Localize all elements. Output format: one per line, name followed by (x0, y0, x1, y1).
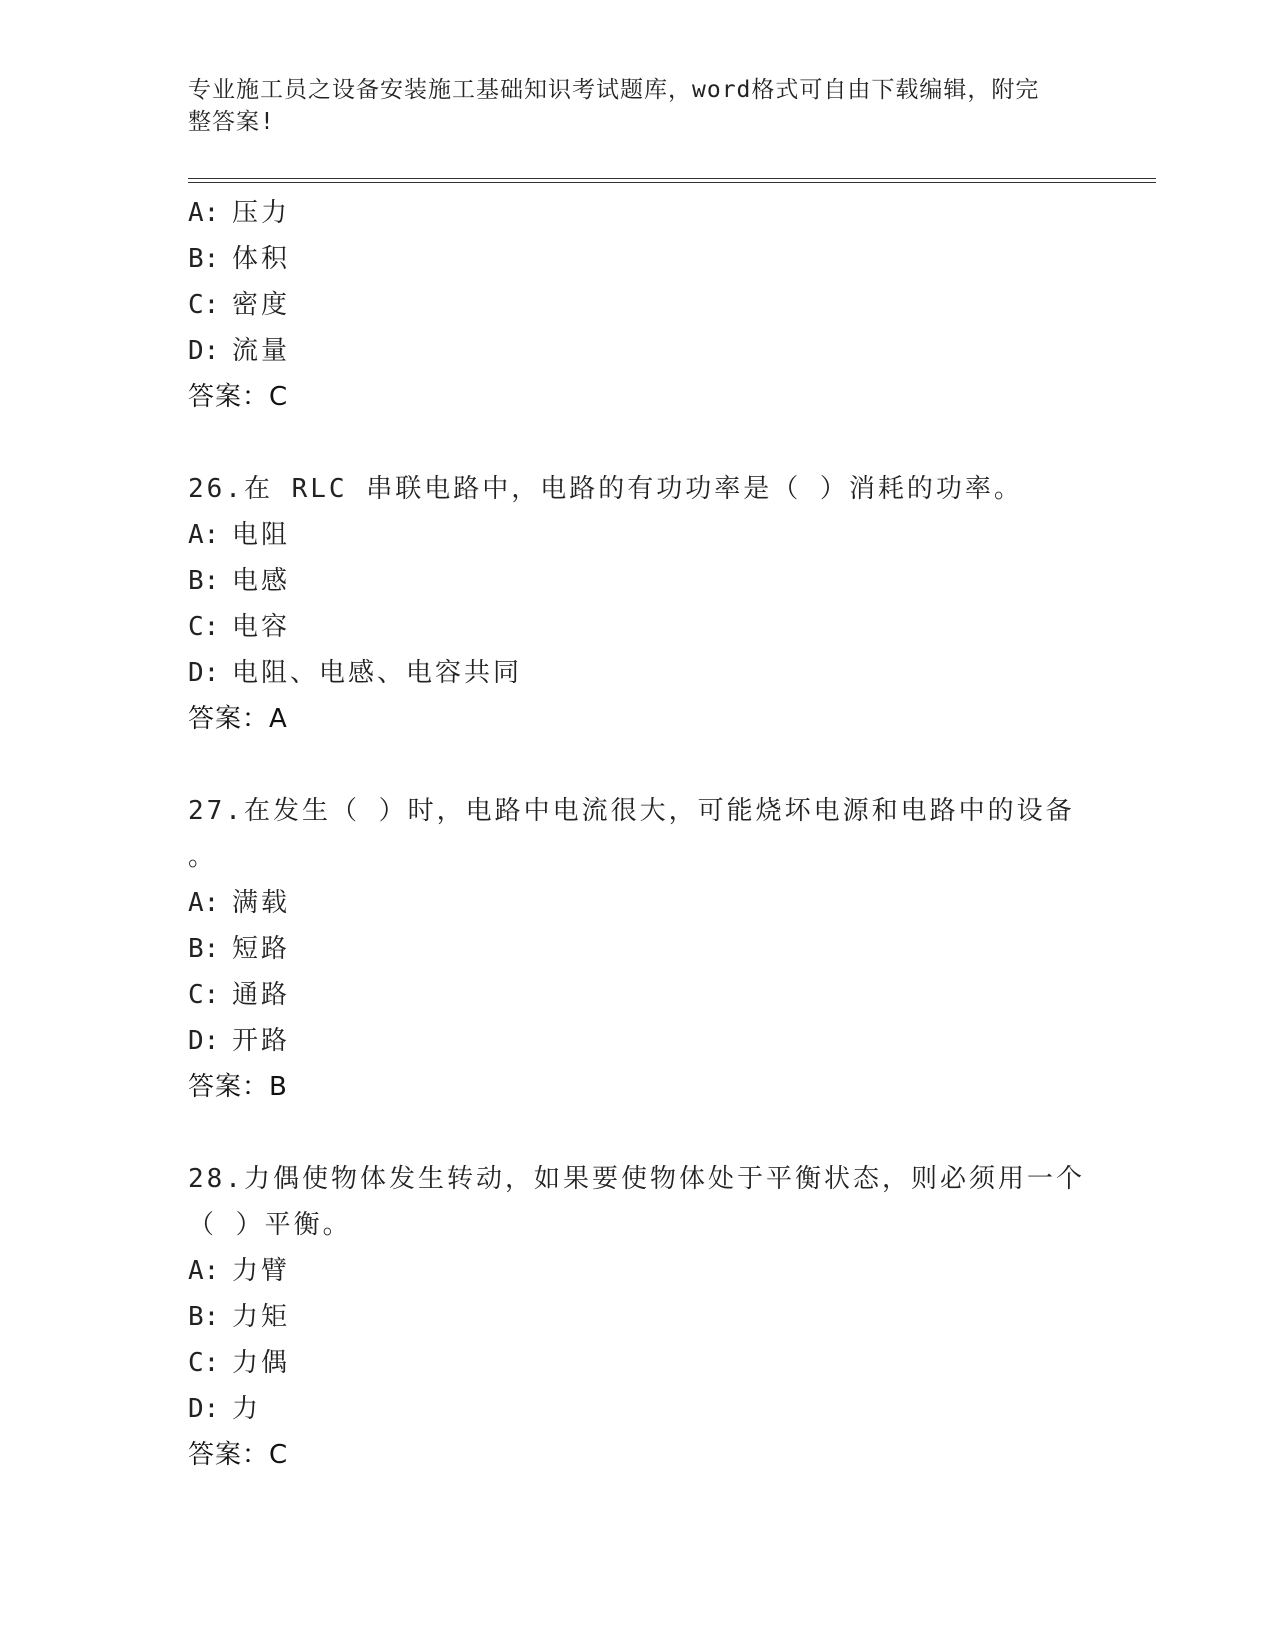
option-text: 体积 (232, 244, 291, 274)
option-text: 力矩 (232, 1302, 291, 1332)
option-label: B: (188, 244, 220, 274)
question-block-27 (188, 788, 1088, 1110)
option-label: C: (188, 290, 220, 320)
question-stem-line-1: 28.力偶使物体发生转动，如果要使物体处于平衡状态，则必须用一个 (188, 1164, 1085, 1194)
option-text: 开路 (232, 1026, 291, 1056)
question-stem-line-1: 27.在发生（ ）时，电路中电流很大，可能烧坏电源和电路中的设备 (188, 796, 1075, 826)
question-stem-line-2: （ ）平衡。 (188, 1210, 352, 1240)
option-text: 力偶 (232, 1348, 291, 1378)
option-label: B: (188, 934, 220, 964)
option-text: 电阻、电感、电容共同 (232, 658, 523, 688)
header-divider-bottom (188, 182, 1156, 183)
question-block-26 (188, 466, 1088, 742)
option-label: B: (188, 566, 220, 596)
question-block-25 (188, 190, 1088, 420)
option-b (188, 236, 1088, 282)
option-text: 短路 (232, 934, 291, 964)
answer-line: 答案：C (188, 1440, 289, 1470)
header-line-2: 整答案! (188, 109, 275, 135)
answer-line: 答案：B (188, 1072, 288, 1102)
question-stem: 26.在 RLC 串联电路中，电路的有功功率是（ ）消耗的功率。 (188, 474, 1023, 504)
option-label: A: (188, 198, 220, 228)
option-text: 满载 (232, 888, 291, 918)
option-text: 流量 (232, 336, 291, 366)
option-text: 力臂 (232, 1256, 291, 1286)
answer-line: 答案：C (188, 382, 289, 412)
option-a (188, 1248, 1088, 1294)
option-label: A: (188, 1256, 220, 1286)
option-label: D: (188, 336, 220, 366)
option-text: 密度 (232, 290, 291, 320)
question-list (188, 190, 1088, 1478)
header-divider-top (188, 178, 1156, 179)
option-a (188, 512, 1088, 558)
option-a (188, 190, 1088, 236)
question-stem-line-2: 。 (188, 842, 218, 872)
header-line-1: 专业施工员之设备安装施工基础知识考试题库，word格式可自由下载编辑，附完 (188, 77, 1040, 103)
option-label: B: (188, 1302, 220, 1332)
option-d (188, 1018, 1088, 1064)
option-c (188, 1340, 1088, 1386)
option-c (188, 604, 1088, 650)
option-a (188, 880, 1088, 926)
option-label: D: (188, 658, 220, 688)
option-label: D: (188, 1394, 220, 1424)
option-label: C: (188, 980, 220, 1010)
option-b (188, 926, 1088, 972)
option-text: 力 (232, 1394, 262, 1424)
question-stem (188, 1156, 1088, 1248)
document-header (188, 74, 1068, 138)
option-d (188, 328, 1088, 374)
option-label: D: (188, 1026, 220, 1056)
answer-line: 答案：A (188, 704, 288, 734)
option-label: C: (188, 612, 220, 642)
question-stem (188, 788, 1088, 880)
option-text: 压力 (232, 198, 291, 228)
option-d (188, 650, 1088, 696)
option-c (188, 282, 1088, 328)
spacer (188, 1110, 1088, 1156)
option-d (188, 1386, 1088, 1432)
option-text: 通路 (232, 980, 291, 1010)
option-c (188, 972, 1088, 1018)
option-b (188, 1294, 1088, 1340)
option-text: 电容 (232, 612, 291, 642)
spacer (188, 420, 1088, 466)
option-text: 电阻 (232, 520, 291, 550)
question-block-28 (188, 1156, 1088, 1478)
spacer (188, 742, 1088, 788)
option-text: 电感 (232, 566, 291, 596)
option-label: A: (188, 888, 220, 918)
option-label: C: (188, 1348, 220, 1378)
option-b (188, 558, 1088, 604)
option-label: A: (188, 520, 220, 550)
